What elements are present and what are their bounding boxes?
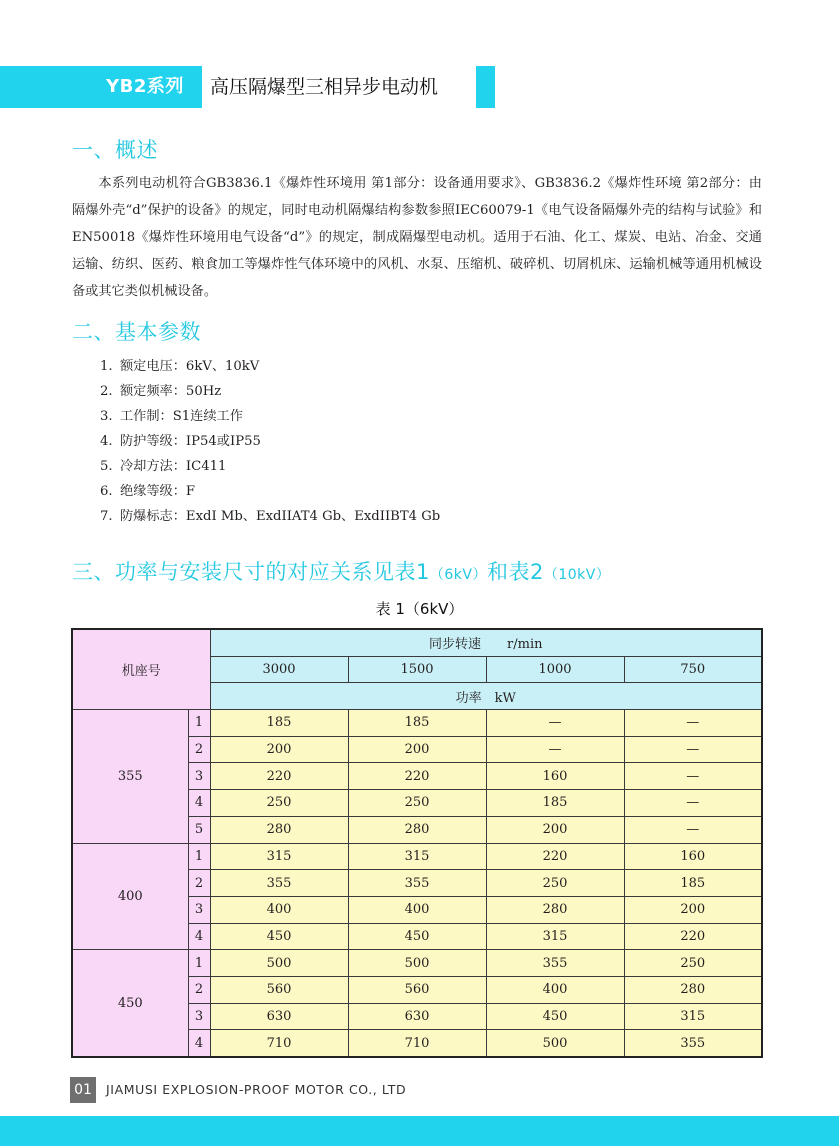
frame-variant-cell: 2 (188, 736, 210, 763)
power-value-cell: 250 (624, 950, 762, 977)
table-caption: 表 1（6kV） (375, 600, 464, 618)
list-item: 4. 防护等级：IP54或IP55 (100, 434, 261, 449)
frame-variant-cell: 1 (188, 950, 210, 977)
power-value-cell: 400 (348, 896, 486, 923)
speed-cell: 3000 (210, 656, 348, 683)
power-value-cell: 250 (210, 790, 348, 817)
power-value-cell: 400 (210, 896, 348, 923)
frame-variant-cell: 2 (188, 870, 210, 897)
section-heading-power-table: 三、功率与安装尺寸的对应关系见表1（6kV）和表2（10kV） (72, 560, 611, 584)
table-row (72, 710, 762, 737)
overview-paragraph: 本系列电动机符合GB3836.1《爆炸性环境用 第1部分：设备通用要求》、GB3836.2《爆炸性环境 第2部分：由隔爆外壳“d”保护的设备》的规定，同时电动机隔爆结构参数参照IEC60079-1《电气设备隔爆外壳的结构与试验》和EN50018《爆炸性环境用电气设备“d”》的规定，制成隔爆型电动机。适用于石油、化工、煤炭、电站、冶金、交通运输、纺织、医药、粮食加工等爆炸性气体环境中的风机、水泵、压缩机、破碎机、切屑机床、运输机械等通用机械设备或其它类似机械设备。 (72, 176, 762, 299)
list-item: 2. 额定频率：50Hz (100, 384, 222, 399)
power-value-cell: 355 (486, 950, 624, 977)
frame-variant-cell: 1 (188, 843, 210, 870)
table-row (72, 843, 762, 870)
section-heading-overview: 一、概述 (72, 138, 158, 162)
page-number: 01 (70, 1077, 96, 1103)
speed-cell: 1000 (486, 656, 624, 683)
frame-variant-cell: 3 (188, 763, 210, 790)
speed-cell: 750 (624, 656, 762, 683)
power-value-cell: 280 (210, 816, 348, 843)
power-value-cell: — (486, 710, 624, 737)
power-value-cell: 355 (210, 870, 348, 897)
list-item: 5. 冷却方法：IC411 (100, 459, 227, 474)
power-value-cell: — (624, 736, 762, 763)
frame-size-cell: 400 (72, 843, 188, 950)
power-value-cell: 220 (210, 763, 348, 790)
power-value-cell: 160 (624, 843, 762, 870)
frame-header-cell: 机座号 (72, 629, 210, 710)
power-value-cell: — (624, 790, 762, 817)
power-value-cell: 450 (210, 923, 348, 950)
power-value-cell: 220 (348, 763, 486, 790)
footer-bar (0, 1116, 839, 1146)
power-value-cell: — (624, 816, 762, 843)
power-value-cell: 185 (486, 790, 624, 817)
power-value-cell: 630 (210, 1003, 348, 1030)
power-value-cell: 450 (486, 1003, 624, 1030)
frame-size-cell: 450 (72, 950, 188, 1057)
frame-variant-cell: 4 (188, 923, 210, 950)
frame-size-cell: 355 (72, 710, 188, 843)
frame-variant-cell: 3 (188, 1003, 210, 1030)
power-value-cell: 560 (348, 976, 486, 1003)
power-value-cell: 185 (348, 710, 486, 737)
series-label: YB2系列 (106, 76, 184, 97)
power-value-cell: 280 (624, 976, 762, 1003)
power-value-cell: 200 (486, 816, 624, 843)
power-value-cell: 315 (348, 843, 486, 870)
power-value-cell: 220 (624, 923, 762, 950)
power-value-cell: 355 (624, 1030, 762, 1057)
power-value-cell: 185 (624, 870, 762, 897)
power-value-cell: 160 (486, 763, 624, 790)
power-value-cell: — (624, 763, 762, 790)
speed-header-cell: 同步转速 r/min (210, 629, 762, 656)
power-value-cell: 710 (210, 1030, 348, 1057)
parameter-list (100, 354, 440, 529)
power-value-cell: 220 (486, 843, 624, 870)
list-item: 7. 防爆标志：ExdI Mb、ExdIIAT4 Gb、ExdIIBT4 Gb (100, 509, 441, 524)
power-value-cell: 450 (348, 923, 486, 950)
power-value-cell: 500 (348, 950, 486, 977)
power-value-cell: 315 (210, 843, 348, 870)
frame-variant-cell: 4 (188, 790, 210, 817)
power-value-cell: 200 (348, 736, 486, 763)
power-value-cell: — (486, 736, 624, 763)
power-value-cell: 185 (210, 710, 348, 737)
speed-cell: 1500 (348, 656, 486, 683)
power-value-cell: 200 (210, 736, 348, 763)
power-value-cell: 315 (486, 923, 624, 950)
list-item: 1. 额定电压：6kV、10kV (100, 359, 260, 374)
power-value-cell: 200 (624, 896, 762, 923)
power-value-cell: 315 (624, 1003, 762, 1030)
power-value-cell: 280 (348, 816, 486, 843)
power-value-cell: 710 (348, 1030, 486, 1057)
list-item: 3. 工作制：S1连续工作 (100, 409, 243, 424)
power-value-cell: 400 (486, 976, 624, 1003)
page-title: 高压隔爆型三相异步电动机 (210, 76, 439, 98)
frame-variant-cell: 5 (188, 816, 210, 843)
power-value-cell: 500 (210, 950, 348, 977)
power-table-body (72, 629, 762, 1057)
table-header-row (72, 629, 762, 656)
frame-variant-cell: 4 (188, 1030, 210, 1057)
power-value-cell: — (624, 710, 762, 737)
section-heading-parameters: 二、基本参数 (72, 320, 201, 344)
power-value-cell: 250 (348, 790, 486, 817)
power-header-cell: 功率 kW (210, 683, 762, 710)
frame-variant-cell: 3 (188, 896, 210, 923)
table-row (72, 950, 762, 977)
power-value-cell: 250 (486, 870, 624, 897)
power-table (71, 628, 763, 1058)
company-name: JIAMUSI EXPLOSION-PROOF MOTOR CO., LTD (106, 1082, 407, 1097)
power-value-cell: 280 (486, 896, 624, 923)
list-item: 6. 绝缘等级：F (100, 484, 196, 499)
frame-variant-cell: 2 (188, 976, 210, 1003)
power-value-cell: 500 (486, 1030, 624, 1057)
power-value-cell: 630 (348, 1003, 486, 1030)
frame-variant-cell: 1 (188, 710, 210, 737)
power-value-cell: 355 (348, 870, 486, 897)
power-value-cell: 560 (210, 976, 348, 1003)
